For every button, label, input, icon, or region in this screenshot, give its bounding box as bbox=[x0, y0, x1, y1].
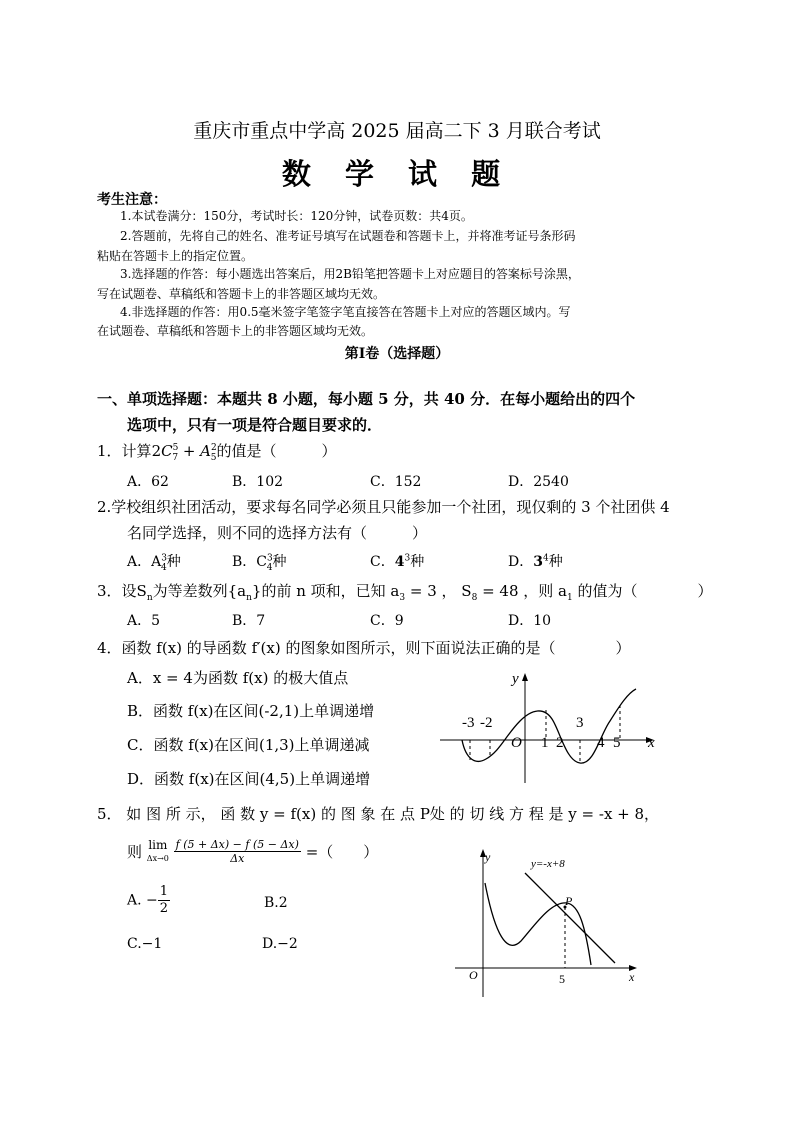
q4-option-b[interactable]: B．函数 f(x)在区间(-2,1)上单调递增 bbox=[127, 702, 375, 720]
q4-option-a[interactable]: A．x = 4为函数 f(x) 的极大值点 bbox=[127, 669, 349, 687]
question-5-line-1: 5． 如 图 所 示， 函 数 y = f(x) 的 图 象 在 点 P处 的 切 线 方 程 是 y = -x + 8， bbox=[97, 805, 660, 823]
origin-label: O bbox=[511, 735, 522, 751]
notice-line-4: 3.选择题的作答：每小题选出答案后，用2B铅笔把答题卡上对应题目的答案标号涂黑， bbox=[120, 267, 580, 281]
tangent-label: y=-x+8 bbox=[531, 858, 565, 870]
tick-neg3: -3 bbox=[462, 715, 475, 731]
q2-option-a[interactable]: A．$A^3_4$种 bbox=[127, 553, 181, 573]
q3-option-c[interactable]: C．9 bbox=[370, 613, 404, 629]
question-2-line-1: 2.学校组织社团活动，要求每名同学必须且只能参加一个社团，现仅剩的 3 个社团供 4 bbox=[97, 498, 670, 516]
exam-title: 重庆市重点中学高 2025 届高二下 3 月联合考试 bbox=[193, 120, 601, 142]
q3-option-a[interactable]: A．5 bbox=[127, 613, 161, 629]
section-title: 第Ⅰ卷（选择题） bbox=[344, 346, 450, 362]
x-label: x bbox=[629, 970, 635, 984]
q3-option-b[interactable]: B．7 bbox=[232, 613, 266, 629]
notice-line-5: 写在试题卷、草稿纸和答题卡上的非答题区域均无效。 bbox=[97, 287, 386, 301]
q1-expr: $2C^5_7 + A^2_5$ bbox=[151, 442, 217, 463]
y-label: y bbox=[485, 850, 491, 864]
q2-option-c[interactable]: C．$4^3$种 bbox=[370, 553, 425, 570]
x-label: x bbox=[648, 735, 655, 751]
q1-pre: 计算 bbox=[121, 442, 152, 460]
part1-line-1: 一、单项选择题：本题共 8 小题，每小题 5 分，共 40 分．在每小题给出的四个 bbox=[97, 390, 636, 408]
q5-option-b[interactable]: B.2 bbox=[264, 895, 288, 911]
notice-heading: 考生注意： bbox=[97, 192, 167, 208]
q4-derivative-graph bbox=[440, 665, 670, 785]
q5-option-a[interactable]: A. − $\frac{1}{2}$ bbox=[127, 884, 169, 916]
tick-4: 4 bbox=[597, 735, 605, 751]
q5-option-c[interactable]: C.−1 bbox=[127, 936, 163, 952]
tangent-line bbox=[525, 873, 615, 963]
question-1 bbox=[97, 440, 337, 463]
tick-1: 1 bbox=[541, 735, 549, 751]
question-3: 3．设$S_n$为等差数列$\{a_n\}$的前 n 项和，已知 $a_3 = 3$ ， $S_8 = 48$ ，则 $a_1$ 的值为（ ） bbox=[97, 582, 713, 603]
q1-option-b[interactable]: B．102 bbox=[232, 474, 284, 490]
notice-line-3: 粘贴在答题卡上的指定位置。 bbox=[97, 249, 254, 263]
p-label: P bbox=[565, 894, 573, 908]
tick-3: 3 bbox=[576, 715, 584, 731]
tick-neg2: -2 bbox=[480, 715, 493, 731]
q1-post: 的值是（ ） bbox=[216, 442, 337, 460]
notice-line-6: 4.非选择题的作答：用0.5毫米签字笔签字笔直接答在答题卡上对应的答题区域内。写 bbox=[120, 305, 571, 319]
exam-subtitle: 数 学 试 题 bbox=[281, 157, 513, 191]
q3-option-d[interactable]: D．10 bbox=[508, 613, 552, 629]
q5-option-d[interactable]: D.−2 bbox=[262, 936, 298, 952]
notice-line-7: 在试题卷、草稿纸和答题卡上的非答题区域均无效。 bbox=[97, 324, 374, 338]
origin-label: O bbox=[469, 968, 478, 982]
tick-5: 5 bbox=[613, 735, 621, 751]
q1-option-c[interactable]: C．152 bbox=[370, 474, 422, 490]
tick-5: 5 bbox=[559, 972, 565, 986]
q4-option-d[interactable]: D．函数 f(x)在区间(4,5)上单调递增 bbox=[127, 770, 371, 788]
y-label: y bbox=[512, 671, 519, 687]
notice-line-2: 2.答题前，先将自己的姓名、准考证号填写在试题卷和答题卡上，并将准考证号条形码 bbox=[120, 229, 576, 243]
y-axis-arrow-icon bbox=[522, 673, 528, 681]
q1-option-a[interactable]: A．62 bbox=[127, 474, 169, 490]
question-2-line-2: 名同学选择，则不同的选择方法有（ ） bbox=[127, 524, 428, 542]
q1-number: 1． bbox=[97, 442, 122, 460]
q4-option-c[interactable]: C．函数 f(x)在区间(1,3)上单调递减 bbox=[127, 736, 370, 754]
q1-option-d[interactable]: D．2540 bbox=[508, 474, 569, 490]
question-5-line-2: 则 lim Δx→0 $\frac{f (5 + \Delta x) - f (5 - \Delta x)}{\Delta x}$ =（ ） bbox=[127, 837, 379, 865]
notice-line-1: 1.本试卷满分：150分，考试时长：120分钟，试卷页数：共4页。 bbox=[120, 209, 473, 223]
part1-line-2: 选项中，只有一项是符合题目要求的． bbox=[127, 416, 383, 434]
question-4: 4．函数 f(x) 的导函数 f′(x) 的图象如图所示，则下面说法正确的是（ ） bbox=[97, 639, 631, 657]
q2-option-b[interactable]: B．$C^3_4$种 bbox=[232, 553, 287, 573]
q5-function-graph bbox=[455, 845, 650, 1005]
tick-2: 2 bbox=[556, 735, 564, 751]
q2-option-d[interactable]: D．$3^4$种 bbox=[508, 553, 563, 570]
